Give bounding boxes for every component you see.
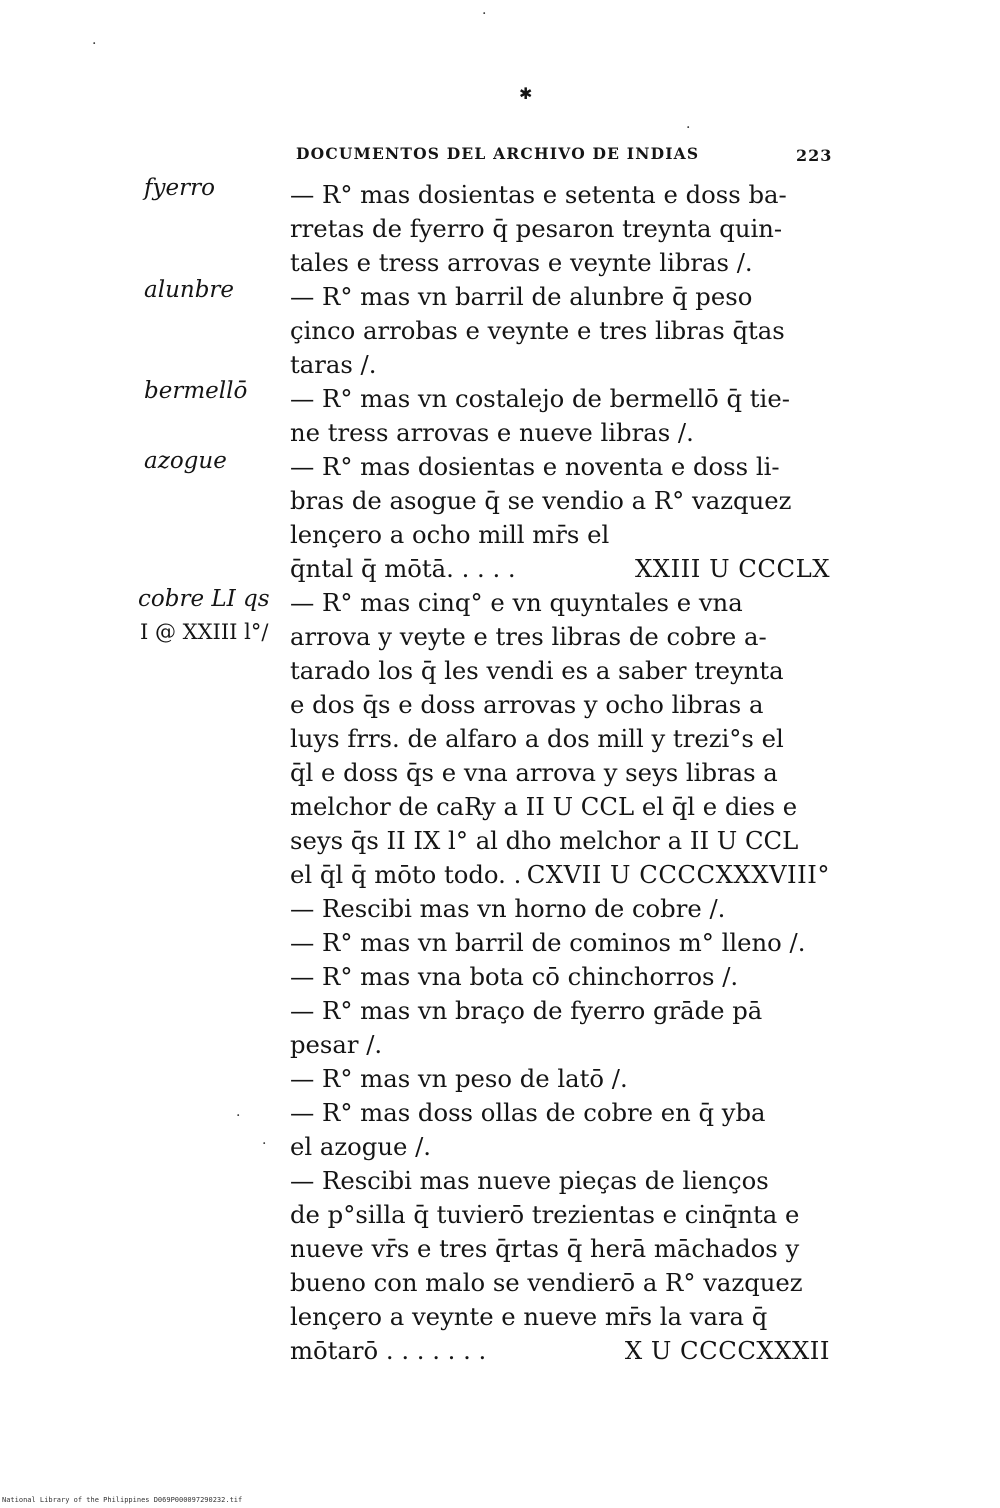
text-line: — R° mas vn braço de fyerro grāde pā (290, 996, 763, 1025)
text-line: seys q̄s II IX l° al dho melchor a II U CCL (290, 826, 799, 855)
text-line: çinco arrobas e veynte e tres libras q̄tas (290, 316, 785, 345)
text-line: rretas de fyerro q̄ pesaron treynta quin- (290, 214, 783, 243)
entry-azogue-total (290, 552, 830, 586)
total-amount: X U CCCCXXXII (624, 1336, 830, 1365)
body-text (290, 178, 830, 1368)
text-line: — R° mas dosientas e noventa e doss li- (290, 452, 780, 481)
text-line: — R° mas vn costalejo de bermellō q̄ tie- (290, 384, 790, 413)
text-line: — R° mas dosientas e setenta e doss ba- (290, 180, 787, 209)
running-title: DOCUMENTOS DEL ARCHIVO DE INDIAS (296, 144, 700, 163)
text-line: taras /. (290, 350, 377, 379)
entry-cobre (290, 586, 830, 858)
margin-note-cobre: cobre LI qs (138, 586, 270, 612)
text-line: bras de asogue q̄ se vendio a R° vazquez (290, 486, 792, 515)
text-line: — R° mas vn peso de latō /. (290, 1064, 628, 1093)
text-line: — Rescibi mas vn horno de cobre /. (290, 894, 726, 923)
total-amount: XXIII U CCCLX (634, 554, 830, 583)
text-line: — R° mas vn barril de alunbre q̄ peso (290, 282, 753, 311)
entry-cobre-total (290, 858, 830, 892)
text-line: q̄l e doss q̄s e vna arrova y seys libras a (290, 758, 778, 787)
total-label: el q̄l q̄ mōto todo. . (290, 860, 522, 889)
text-line: arrova y veyte e tres libras de cobre a- (290, 622, 767, 651)
margin-note-alunbre: alunbre (144, 277, 235, 303)
total-amount: CXVII U CCCCXXXVIII° (526, 860, 830, 889)
entry-lienzos-total (290, 1334, 830, 1368)
entry-fyerro (290, 178, 830, 280)
speck-icon: · (686, 120, 691, 136)
text-line: de p°silla q̄ tuvierō trezientas e cinq̄nta e (290, 1200, 800, 1229)
text-line: e dos q̄s e doss arrovas y ocho libras a (290, 690, 764, 719)
margin-note-cobre-weight: I @ XXIII l°/ (140, 620, 269, 644)
text-line: — R° mas vn barril de cominos m° lleno /. (290, 928, 806, 957)
text-line: bueno con malo se vendierō a R° vazquez (290, 1268, 803, 1297)
entry-azogue (290, 450, 830, 552)
text-line: tales e tress arrovas e veynte libras /. (290, 248, 753, 277)
entry-lienzos (290, 1164, 830, 1334)
star-mark-icon: ✱ (519, 84, 533, 103)
text-line: — R° mas vna bota cō chinchorros /. (290, 962, 739, 991)
text-line: — R° mas doss ollas de cobre en q̄ yba (290, 1098, 766, 1127)
margin-note-azogue: azogue (144, 448, 227, 474)
entry-bermellon (290, 382, 830, 450)
text-line: melchor de caRy a II U CCL el q̄l e dies e (290, 792, 798, 821)
scan-footer: National Library of the Philippines D069P000097290232.tif (2, 1496, 243, 1504)
text-line: pesar /. (290, 1030, 383, 1059)
speck-icon: · (482, 6, 487, 22)
total-label: q̄ntal q̄ mōtā. . . . . (290, 554, 516, 583)
entry-misc-items (290, 892, 830, 1164)
margin-note-bermellon: bermellō (144, 378, 248, 404)
speck-icon: · (236, 1108, 241, 1124)
text-line: lençero a ocho mill mr̄s el (290, 520, 610, 549)
page-number: 223 (796, 146, 833, 165)
text-line: — R° mas cinq° e vn quyntales e vna (290, 588, 743, 617)
text-line: nueve vr̄s e tres q̄rtas q̄ herā māchados y (290, 1234, 800, 1263)
margin-note-fyerro: fyerro (144, 175, 215, 201)
text-line: tarado los q̄ les vendi es a saber treynta (290, 656, 784, 685)
text-line: luys frrs. de alfaro a dos mill y trezi°s el (290, 724, 784, 753)
text-line: lençero a veynte e nueve mr̄s la vara q̄ (290, 1302, 768, 1331)
speck-icon: · (92, 36, 97, 52)
total-label: mōtarō . . . . . . . (290, 1336, 487, 1365)
entry-alunbre (290, 280, 830, 382)
text-line: ne tress arrovas e nueve libras /. (290, 418, 694, 447)
text-line: — Rescibi mas nueve pieças de lienços (290, 1166, 769, 1195)
text-line: el azogue /. (290, 1132, 432, 1161)
speck-icon: · (262, 1136, 267, 1152)
